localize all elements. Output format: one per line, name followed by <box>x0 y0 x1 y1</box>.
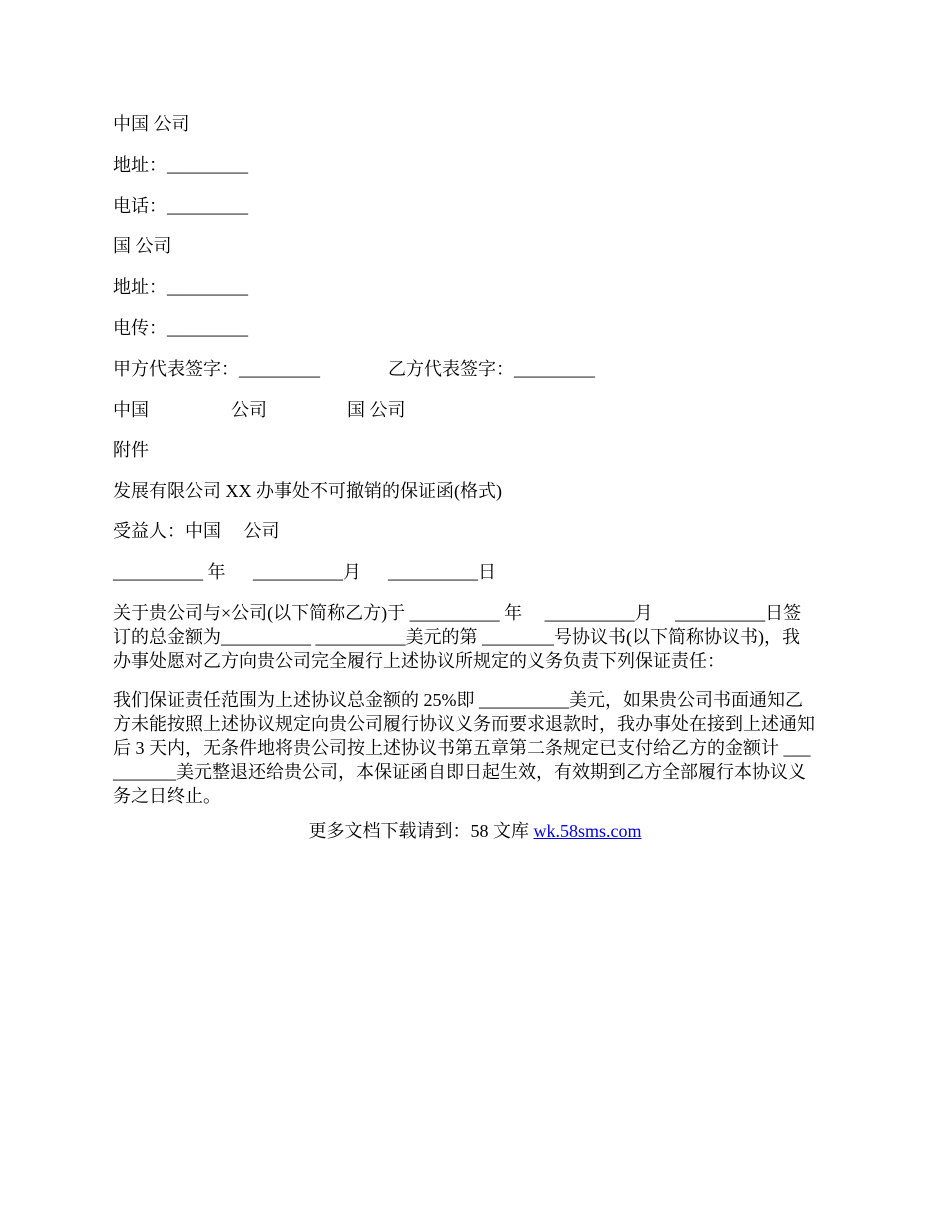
footer-text: 更多文档下载请到：58 文库 <box>308 821 534 841</box>
attachment-label: 附件 <box>113 440 149 460</box>
paragraph-line: 关于贵公司与×公司(以下简称乙方)于 __________ 年 __________月 __________日签 <box>113 603 802 623</box>
party-b-signature: 乙方代表签字：_________ <box>388 359 595 379</box>
company-row-foreign: 国 公司 <box>347 400 406 420</box>
footer-link[interactable]: wk.58sms.com <box>533 821 642 841</box>
date-year: __________ 年 <box>113 562 226 582</box>
company-foreign-line: 国 公司 <box>113 236 172 256</box>
address-line-1: 地址：_________ <box>113 155 248 175</box>
paragraph-line: 我们保证责任范围为上述协议总金额的 25%即 __________美元，如果贵公司书面通知乙 <box>113 690 803 710</box>
paragraph-line: _______美元整退还给贵公司，本保证函自即日起生效，有效期到乙方全部履行本协议义 <box>113 762 806 782</box>
party-a-signature: 甲方代表签字：_________ <box>113 359 320 379</box>
date-day: __________日 <box>388 562 496 582</box>
paragraph-guarantee-scope <box>113 688 840 808</box>
company-cn-line: 中国 公司 <box>113 114 190 134</box>
fax-line: 电传：_________ <box>113 318 248 338</box>
address-line-2: 地址：_________ <box>113 277 248 297</box>
footer-download-note <box>0 819 950 843</box>
beneficiary-line: 受益人：中国 公司 <box>113 521 280 541</box>
paragraph-line: 后 3 天内，无条件地将贵公司按上述协议书第五章第二条规定已支付给乙方的金额计 ___ <box>113 738 811 758</box>
paragraph-line: 订的总金额为__________ __________美元的第 ________号协议书(以下简称协议书)，我 <box>113 627 800 647</box>
paragraph-line: 办事处愿对乙方向贵公司完全履行上述协议所规定的义务负责下列保证责任： <box>113 651 725 671</box>
company-row-cn: 中国 <box>113 400 149 420</box>
paragraph-line: 方未能按照上述协议规定向贵公司履行协议义务而要求退款时，我办事处在接到上述通知 <box>113 714 815 734</box>
company-row-company: 公司 <box>231 400 267 420</box>
guarantee-title: 发展有限公司 XX 办事处不可撤销的保证函(格式) <box>113 481 502 501</box>
phone-line: 电话：_________ <box>113 196 248 216</box>
paragraph-line: 务之日终止。 <box>113 786 221 806</box>
date-month: __________月 <box>253 562 361 582</box>
paragraph-agreement <box>113 601 840 673</box>
